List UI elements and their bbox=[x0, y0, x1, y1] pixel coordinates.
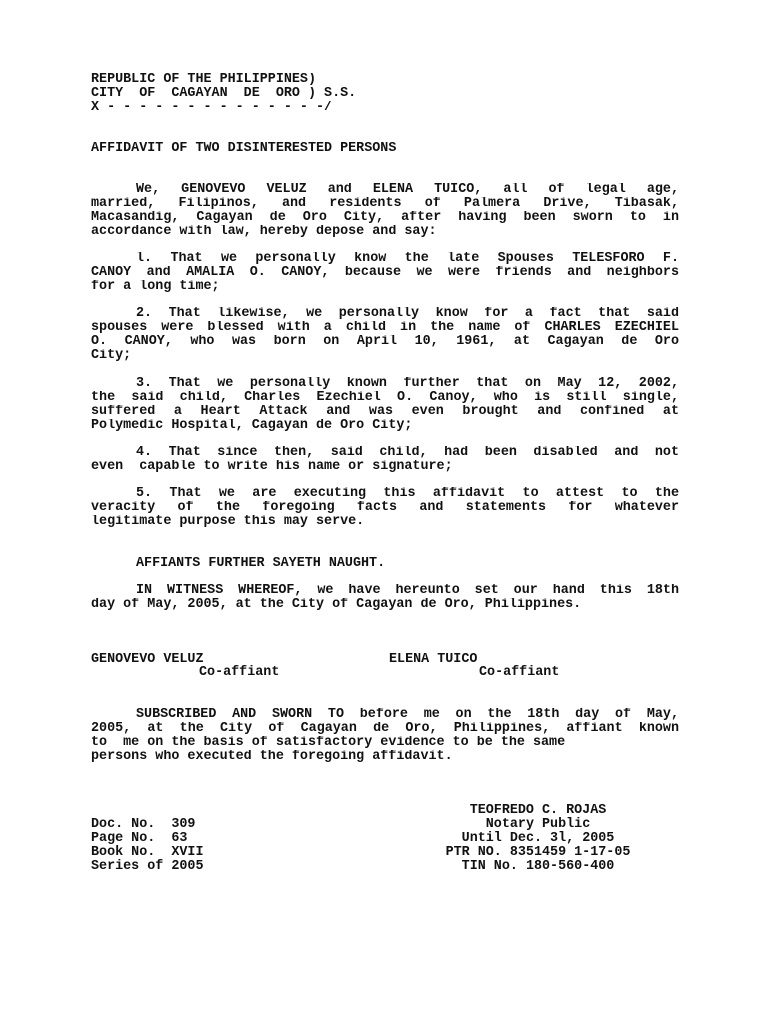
notary-name: TEOFREDO C. ROJAS bbox=[469, 803, 607, 818]
jurat-line-1: SUBSCRIBED AND SWORN TO before me on the 18th day of May, bbox=[136, 708, 679, 722]
notary-ptr: PTR NO. 8351459 1-17-05 bbox=[445, 845, 631, 860]
signatory-1-name: GENOVEVO VELUZ bbox=[91, 652, 204, 667]
para-4-line-2: even capable to write his name or signature; bbox=[91, 460, 453, 474]
para-3-line-4: Polymedic Hospital, Cagayan de Oro City; bbox=[91, 419, 413, 433]
jurat-line-3: to me on the basis of satisfactory evidence to be the same bbox=[91, 736, 566, 750]
intro-line-4: accordance with law, hereby depose and say: bbox=[91, 225, 437, 239]
para-3-line-2: the said child, Charles Ezechiel O. Canoy, who is still single, bbox=[91, 391, 679, 405]
jurat-line-4: persons who executed the foregoing affidavit. bbox=[91, 750, 453, 764]
intro-line-2: married, Filipinos, and residents of Palmera Drive, Tibasak, bbox=[91, 197, 679, 211]
witness-line-2: day of May, 2005, at the City of Cagayan de Oro, Philippines. bbox=[91, 598, 582, 612]
caption-city: CITY OF CAGAYAN DE ORO ) S.S. bbox=[91, 87, 357, 101]
para-1-line-3: for a long time; bbox=[91, 280, 220, 294]
docket-series: Series of 2005 bbox=[91, 859, 204, 874]
signatory-2-name: ELENA TUICO bbox=[389, 652, 478, 667]
para-4-line-1: 4. That since then, said child, had been disabled and not bbox=[136, 446, 679, 460]
intro-line-3: Macasandig, Cagayan de Oro City, after having been sworn to in bbox=[91, 211, 679, 225]
docket-page-no: Page No. 63 bbox=[91, 831, 188, 846]
docket-doc-no: Doc. No. 309 bbox=[91, 817, 196, 832]
para-3-line-1: 3. That we personally known further that on May 12, 2002, bbox=[136, 377, 679, 391]
para-5-line-3: legitimate purpose this may serve. bbox=[91, 515, 365, 529]
affiants-further: AFFIANTS FURTHER SAYETH NAUGHT. bbox=[136, 557, 386, 571]
para-3-line-3: suffered a Heart Attack and was even brought and confined at bbox=[91, 405, 679, 419]
para-2-line-1: 2. That likewise, we personally know for a fact that said bbox=[136, 307, 679, 321]
witness-line-1: IN WITNESS WHEREOF, we have hereunto set our hand this 18th bbox=[136, 584, 679, 598]
para-2-line-4: City; bbox=[91, 349, 132, 363]
para-2-line-3: O. CANOY, who was born on April 10, 1961, at Cagayan de Oro bbox=[91, 335, 679, 349]
notary-commission-until: Until Dec. 3l, 2005 bbox=[461, 831, 615, 846]
notary-tin: TIN No. 180-560-400 bbox=[461, 859, 615, 874]
jurat-line-2: 2005, at the City of Cagayan de Oro, Philippines, affiant known bbox=[91, 722, 679, 736]
signatory-1-role: Co-affiant bbox=[199, 665, 280, 680]
intro-line-1: We, GENOVEVO VELUZ and ELENA TUICO, all of legal age, bbox=[136, 183, 679, 197]
para-5-line-1: 5. That we are executing this affidavit to attest to the bbox=[136, 487, 679, 501]
signatory-2-role: Co-affiant bbox=[479, 665, 560, 680]
caption-republic: REPUBLIC OF THE PHILIPPINES) bbox=[91, 73, 316, 87]
para-2-line-2: spouses were blessed with a child in the name of CHARLES EZECHIEL bbox=[91, 321, 679, 335]
caption-divider: X - - - - - - - - - - - - - -/ bbox=[91, 101, 333, 115]
document-title: AFFIDAVIT OF TWO DISINTERESTED PERSONS bbox=[91, 142, 397, 156]
notary-title: Notary Public bbox=[485, 817, 591, 832]
para-5-line-2: veracity of the foregoing facts and statements for whatever bbox=[91, 501, 679, 515]
para-1-line-1: l. That we personally know the late Spouses TELESFORO F. bbox=[136, 252, 679, 266]
docket-book-no: Book No. XVII bbox=[91, 845, 204, 860]
para-1-line-2: CANOY and AMALIA O. CANOY, because we were friends and neighbors bbox=[91, 266, 679, 280]
